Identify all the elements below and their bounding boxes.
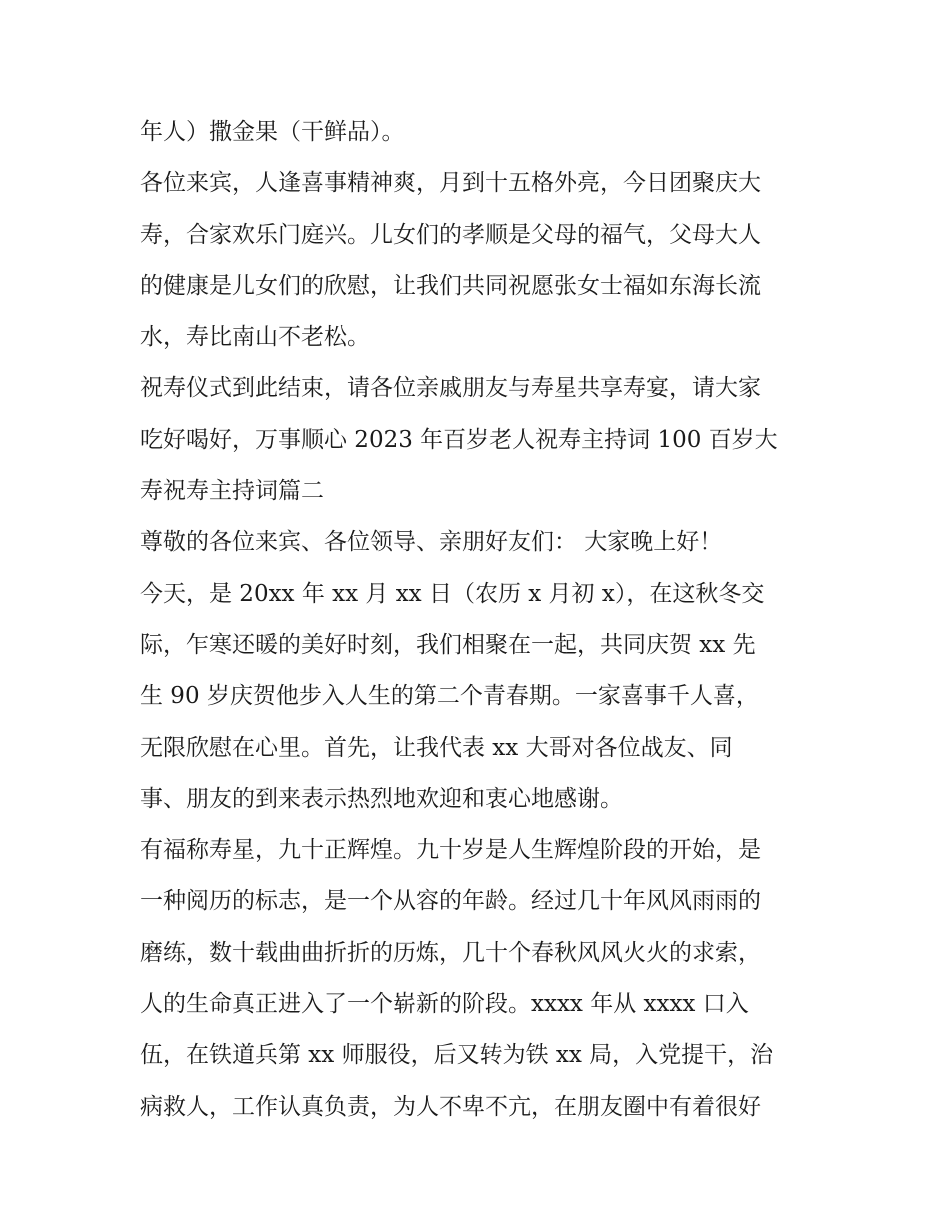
text-line: 事、朋友的到来表示热烈地欢迎和衷心地感谢。 — [140, 785, 623, 812]
text-line: 祝寿仪式到此结束，请各位亲戚朋友与寿星共享寿宴，请大家 — [140, 375, 761, 402]
text-line: 磨练，数十载曲曲折折的历炼，几十个春秋风风火火的求索， — [140, 939, 761, 966]
text-line: 生 90 岁庆贺他步入人生的第二个青春期。一家喜事千人喜， — [140, 683, 759, 710]
text-line: 病救人，工作认真负责，为人不卑不亢，在朋友圈中有着很好 — [140, 1093, 761, 1120]
text-line: 际，乍寒还暖的美好时刻，我们相聚在一起，共同庆贺 xx 先 — [140, 631, 756, 658]
text-line: 各位来宾，人逢喜事精神爽，月到十五格外亮，今日团聚庆大 — [140, 170, 761, 197]
text-line: 今天，是 20xx 年 xx 月 xx 日（农历 x 月初 x），在这秋冬交 — [140, 580, 765, 607]
text-line: 人的生命真正进入了一个崭新的阶段。xxxx 年从 xxxx 口入 — [140, 991, 749, 1018]
text-line: 寿，合家欢乐门庭兴。儿女们的孝顺是父母的福气，父母大人 — [140, 221, 761, 248]
document-body — [140, 107, 820, 1133]
text-line: 的健康是儿女们的欣慰，让我们共同祝愿张女士福如东海长流 — [140, 272, 761, 299]
text-line: 有福称寿星，九十正辉煌。九十岁是人生辉煌阶段的开始，是 — [140, 837, 761, 864]
text-line: 尊敬的各位来宾、各位领导、亲朋好友们： 大家晚上好！ — [140, 529, 723, 556]
text-line: 无限欣慰在心里。首先，让我代表 xx 大哥对各位战友、同 — [140, 734, 733, 761]
text-line: 水，寿比南山不老松。 — [140, 324, 370, 351]
text-line: 寿祝寿主持词篇二 — [140, 478, 324, 505]
text-line: 年人）撒金果（干鲜品）。 — [140, 119, 405, 145]
text-line: 吃好喝好，万事顺心 2023 年百岁老人祝寿主持词 100 百岁大 — [140, 426, 778, 453]
text-line: 一种阅历的标志，是一个从容的年龄。经过几十年风风雨雨的 — [140, 888, 761, 915]
text-line: 伍，在铁道兵第 xx 师服役，后又转为铁 xx 局，入党提干，治 — [140, 1042, 774, 1069]
